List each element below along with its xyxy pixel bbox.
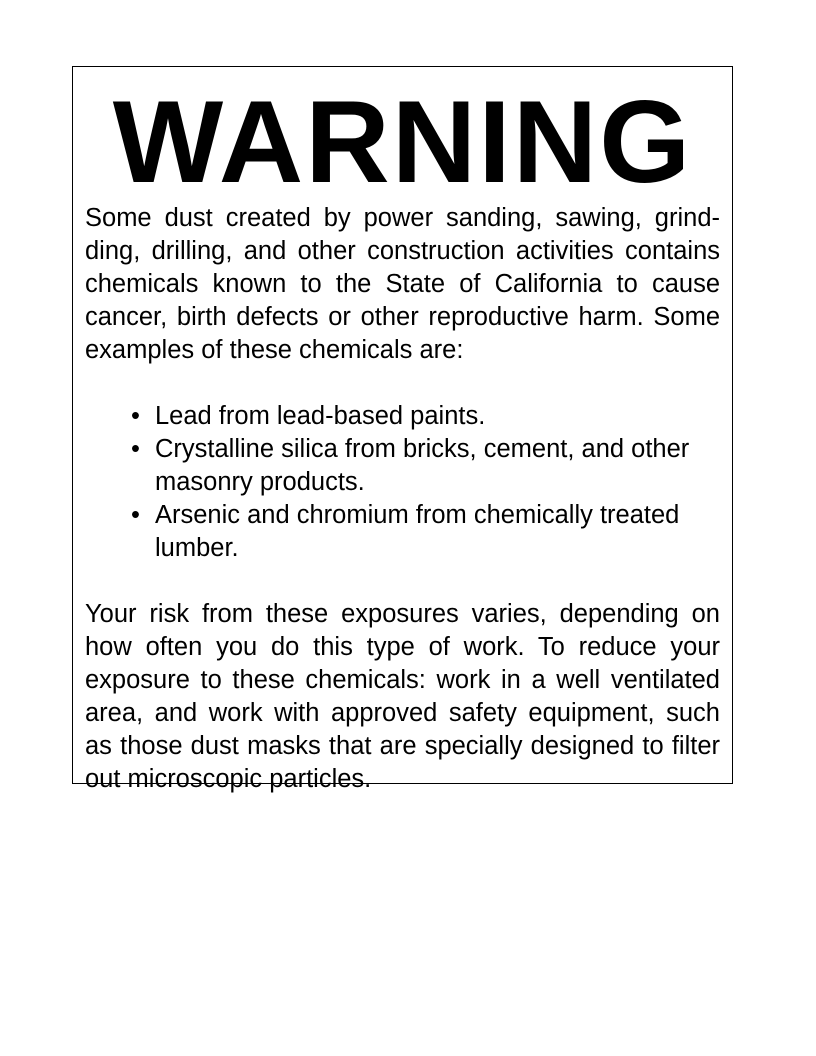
bullet-icon: • — [131, 435, 140, 463]
list-item — [131, 400, 720, 433]
closing-paragraph: Your risk from these exposures varies, depending on how often you do this type of work. To reduce your exposure to these chemicals: work in a well ventilated area, and work with approved safety equipment, such as those dust masks that are specially designed to filter out microscopic particles. — [85, 600, 720, 793]
bullet-icon: • — [131, 402, 140, 430]
list-item-text: Crystalline silica from bricks, cement, and other masonry products. — [155, 435, 690, 496]
warning-notice-box — [72, 66, 733, 793]
list-item — [131, 499, 720, 565]
list-item-text: Lead from lead-based paints. — [155, 402, 486, 430]
list-item-text: Arsenic and chromium from chemically treated lumber. — [155, 501, 680, 562]
warning-heading: WARNING — [112, 76, 693, 207]
bullet-icon: • — [131, 501, 140, 529]
intro-paragraph: Some dust created by power sanding, sawing, grindding, drilling, and other construction activities contains chemicals known to the State of California to cause cancer, birth defects or other reproductive harm. Some examples of these chemicals are: — [85, 204, 720, 364]
chemical-examples-list — [85, 400, 720, 565]
list-item — [131, 433, 720, 499]
